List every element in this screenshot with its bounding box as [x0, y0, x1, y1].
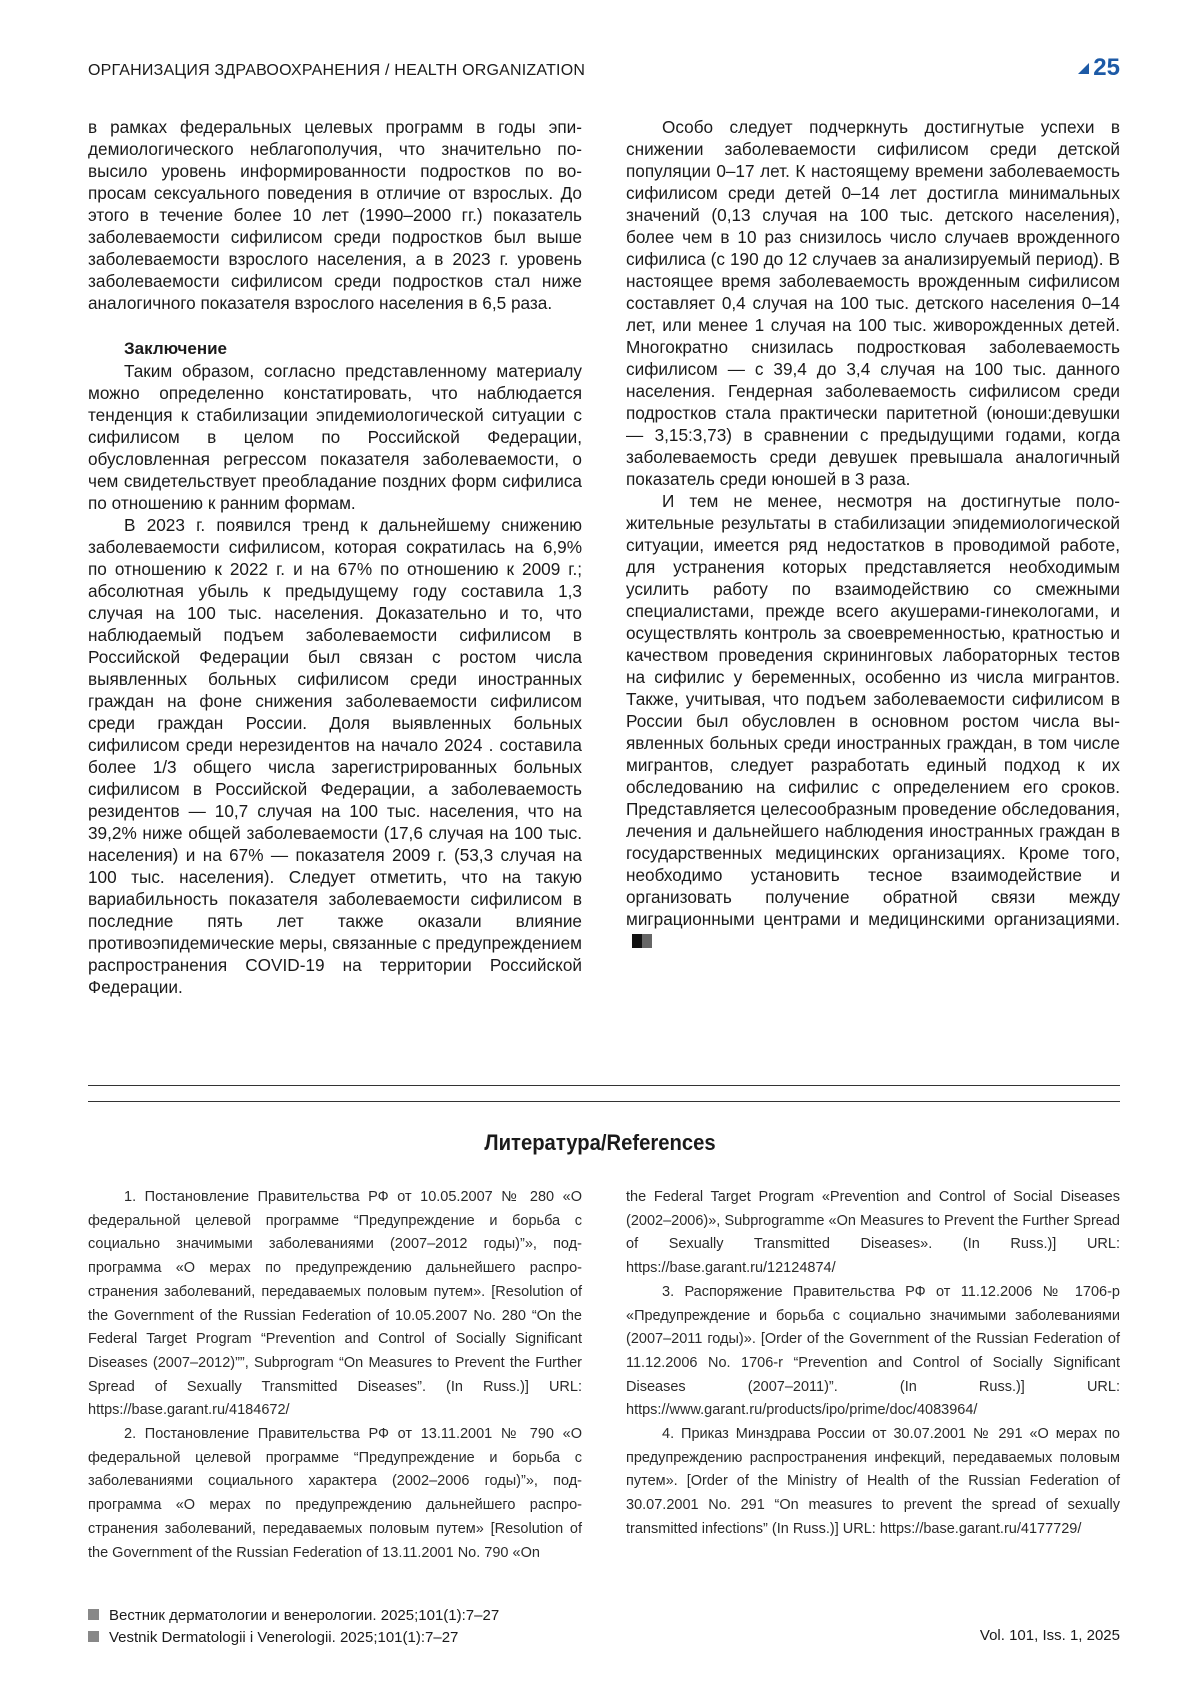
separator-rule-top — [88, 1085, 1120, 1086]
left-column — [88, 116, 582, 998]
left-paragraph-1: в рамках федеральных целевых программ в годы эпидемиологического неблагополучия, что значительно повысило уровень информированности подростков по вопросам сексуального поведения в отличие от взрослых. До этого в течение более 10 лет (1990–2000 гг.) показатель заболеваемости сифилисом среди подростков был выше заболеваемости взрослого населения, а в 2023 г. уровень заболеваемости сифилисом среди подростков стал ниже аналогичного показателя взрослого населения в 6,5 раза. — [88, 117, 582, 313]
square-bullet-icon — [88, 1609, 99, 1620]
right-column — [626, 116, 1120, 952]
page-number — [1078, 54, 1120, 82]
footer-journal — [88, 1605, 499, 1649]
page-number-value: 25 — [1093, 54, 1120, 81]
footer-journal-ru-text: Вестник дерматологии и венерологии. 2025;101(1):7–27 — [109, 1607, 500, 1624]
page-header — [88, 54, 1120, 88]
reference-4: 4. Приказ Минздрава России от 30.07.2001 № 291 «О мерах по предупреждению распространения инфекций, передаваемых половым путем». [Order of the Ministry of Health of the Russian Federation of 30.07.2001 No. 291 “On measures to prevent the spread of sexually transmitted infections” (In Russ.)] URL: https://base.garant.ru/4177729/ — [626, 1426, 1120, 1537]
triangle-icon — [1078, 63, 1089, 74]
square-bullet-icon — [88, 1631, 99, 1642]
conclusion-heading: Заключение — [124, 339, 227, 358]
reference-1: 1. Постановление Правительства РФ от 10.05.2007 № 280 «О федеральной целевой программе “Предупреждение и борьба с социально значимыми заболеваниями (2007–2012 годы)”», подпрограмма «О мерах по предупреждению дальнейшего распространения заболеваний, передаваемых половым путем». [Resolution of the Government of the Russian Federation of 10.05.2007 No. 280 “On the Federal Target Program “Prevention and Control of Socially Significant Diseases (2007–2012)””, Subprogram “On Measures to Prevent the Further Spread of Sexually Transmitted Diseases”. (In Russ.)] URL: https://base.garant.ru/4184672/ — [88, 1189, 582, 1419]
left-paragraph-2: Таким образом, согласно представленному материалу можно определенно констатировать, что наблюдается тенденция к стабилизации эпидемиологической ситуации с сифилисом в целом по Российской Федерации, обусловленная регрессом показателя заболеваемости, о чем свидетельствует преобладание поздних форм сифилиса по отношению к ранним формам. — [88, 361, 582, 513]
right-paragraph-1: Особо следует подчеркнуть достигнутые успехи в снижении заболеваемости сифилисом среди детской популяции 0–17 лет. К настоящему времени заболеваемость сифилисом среди детей 0–14 лет достигла минимальных значений (0,13 случая на 100 тыс. детского населения), более чем в 10 раз снизилось число случаев врожденного сифилиса (с 190 до 12 случаев за анализируемый период). В настоящее время заболеваемость врожденным сифилисом составляет 0,4 случая на 100 тыс. детского населения 0–14 лет, или менее 1 случая на 100 тыс. живорожденных детей. Многократно снизилась подростковая заболеваемость сифилисом — с 39,4 до 3,4 случая на 100 тыс. данного населения. Гендерная заболеваемость сифилисом среди подростков стала практически паритетной (юноши:девушки — 3,15:3,73) в сравнении с предыдущими годами, когда заболеваемость среди девушек превышала аналогичный показатель среди юношей в 3 раза. — [626, 117, 1120, 489]
left-paragraph-3: В 2023 г. появился тренд к дальнейшему снижению заболеваемости сифилисом, которая сократилась на 6,9% по отношению к 2022 г. и на 67% по отношению к 2009 г.; абсолютная убыль к предыдущему году составила 1,3 случая на 100 тыс. населения. Доказательно и то, что наблюдаемый подъем заболеваемости сифилисом в Российской Федерации был связан с ростом числа выявленных больных сифилисом среди иностранных граждан на фоне снижения заболеваемости сифилисом среди граждан России. Доля выявленных больных сифилисом среди нерезидентов на начало 2024 . составила более 1/3 общего числа зарегистрированных больных сифилисом в Российской Федерации, а заболеваемость резидентов — 10,7 случая на 100 тыс. населения, что на 39,2% ниже общей заболеваемости (17,6 случая на 100 тыс. населения) и на 67% — показателя 2009 г. (53,3 случая на 100 тыс. населения). Следует отметить, что на такую вариабильность показателя заболеваемости сифилисом в последние пять лет также оказали влияние противоэпидемические меры, связанные с предупреждением распространения COVID-19 на территории Российской Федерации. — [88, 515, 582, 997]
footer-volume: Vol. 101, Iss. 1, 2025 — [979, 1627, 1120, 1644]
reference-3: 3. Распоряжение Правительства РФ от 11.12.2006 № 1706-р «Предупреждение и борьба с социально значимыми заболеваниями (2007–2011 годы)». [Order of the Government of the Russian Federation of 11.12.2006 No. 1706-r “Prevention and Control of Socially Significant Diseases (2007–2011)”. (In Russ.)] URL: https://www.garant.ru/products/ipo/prime/doc/4083964/ — [626, 1283, 1120, 1419]
right-paragraph-2 — [626, 490, 1120, 952]
running-title: ОРГАНИЗАЦИЯ ЗДРАВООХРАНЕНИЯ / HEALTH ORGANIZATION — [88, 62, 586, 79]
end-of-article-mark — [632, 934, 652, 948]
reference-2: 2. Постановление Правительства РФ от 13.11.2001 № 790 «О федеральной целевой программе “Предупреждение и борьба с заболеваниями социального характера (2002–2006 годы)”», подпрограмма «О мерах по предупреждению дальнейшего распространения заболеваний, передаваемых половым путем» [Resolution of the Government of the Russian Federation of 13.11.2001 No. 790 «On — [88, 1426, 582, 1561]
footer-journal-ru — [88, 1605, 499, 1627]
right-paragraph-2-text: И тем не менее, несмотря на достигнутые положительные результаты в стабилизации эпидемиологической ситуации, имеется ряд недостатков в проводимой работе, для устранения которых представляется необходимым усилить работу по взаимодействию со смежными специалистами, прежде всего акушерами-гинекологами, и осуществлять контроль за своевременностью, кратностью и качеством проведения скрининговых лабораторных тестов на сифилис у беременных, особенно из числа мигрантов. Также, учитывая, что подъем заболеваемости сифилисом в России был обусловлен в основном ростом числа выявленных больных среди иностранных граждан, в том числе мигрантов, следует разработать единый подход к их обследованию на сифилис с определением его сроков. Представляется целесообразным проведение обследования, лечения и дальнейшего наблюдения иностранных граждан в государственных медицинских организациях. Кроме того, необходимо установить тесное взаимодействие и организовать получение обратной связи между миграционными центрами и медицинскими организациями. — [626, 491, 1120, 929]
references-title: Литература/References — [484, 1130, 716, 1155]
reference-2-continued: the Federal Target Program «Prevention and Control of Social Diseases (2002–2006)», Subprogramme «On Measures to Prevent the Further Spread of Sexually Transmitted Diseases». (In Russ.)] URL: https://base.garant.ru/12124874/ — [626, 1189, 1120, 1277]
references-left-column — [88, 1186, 582, 1565]
references-right-column — [626, 1186, 1120, 1542]
separator-rule-bottom — [88, 1101, 1120, 1102]
footer-journal-en-text: Vestnik Dermatologii i Venerologii. 2025;101(1):7–27 — [109, 1629, 459, 1646]
footer-journal-en — [88, 1627, 499, 1649]
